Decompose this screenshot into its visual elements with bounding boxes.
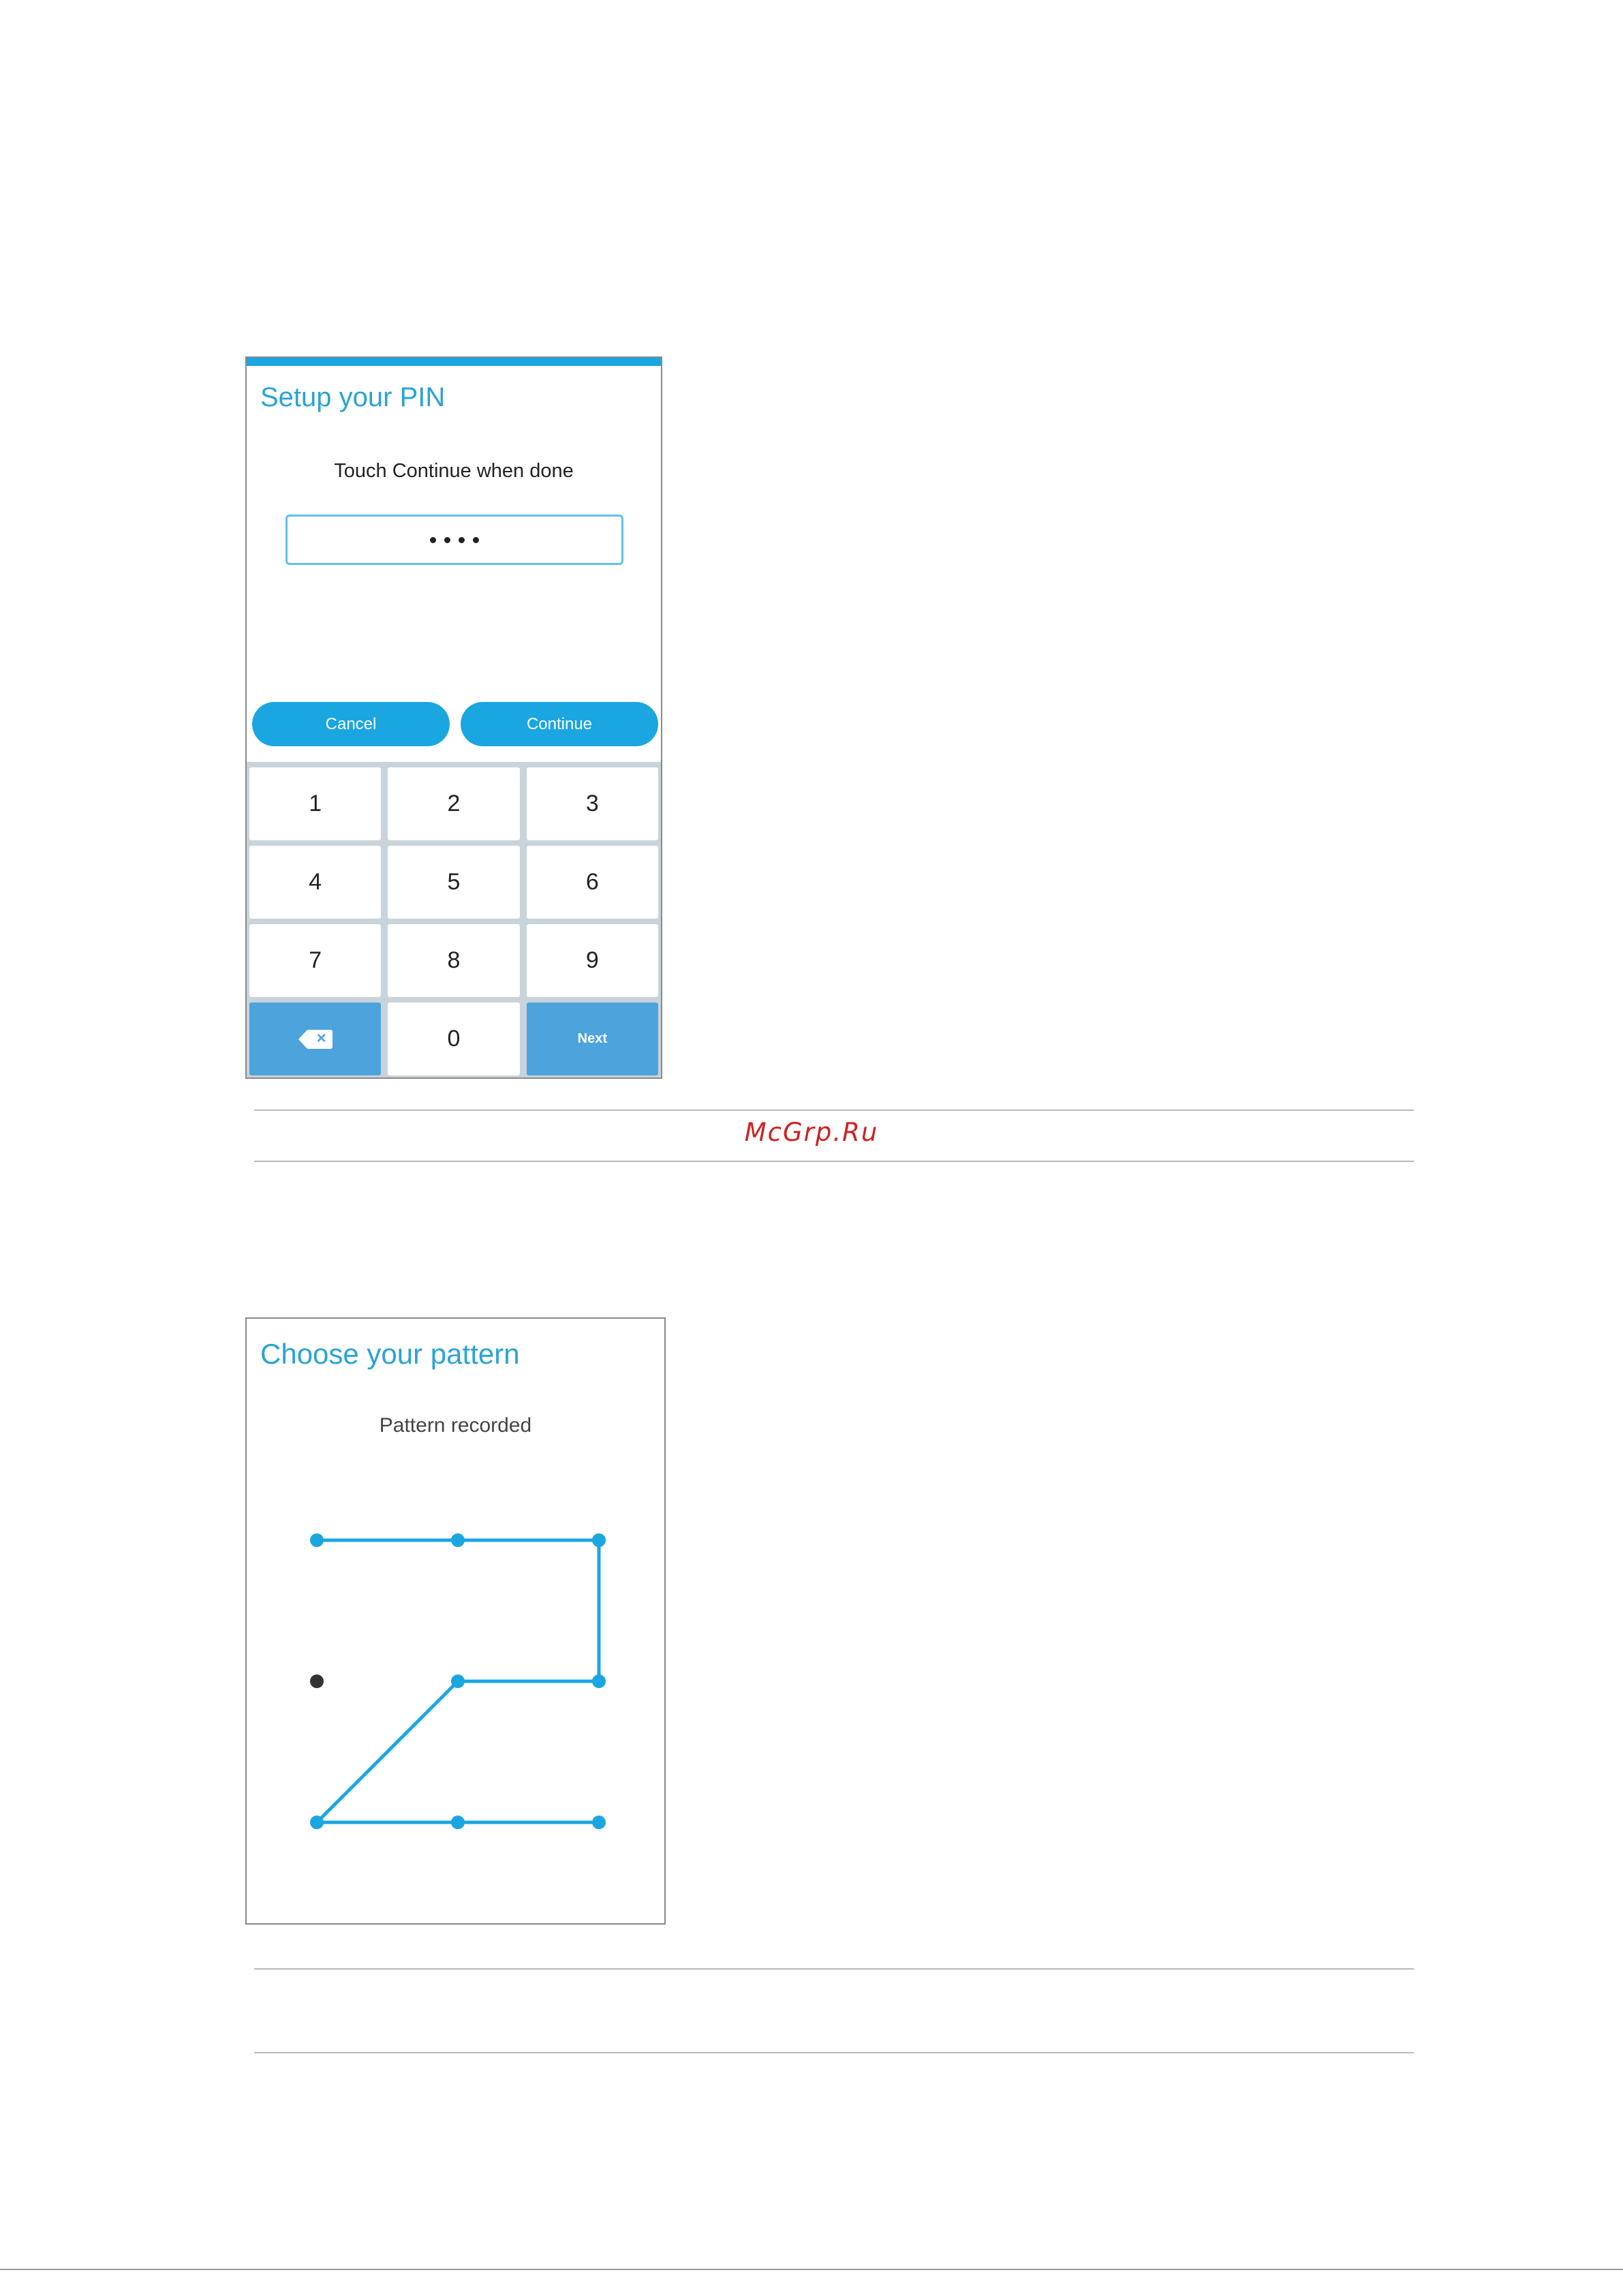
key-1[interactable]: 1	[249, 767, 381, 840]
pattern-dot-active[interactable]	[451, 1533, 465, 1547]
pattern-status-text: Pattern recorded	[379, 1414, 532, 1437]
key-5[interactable]: 5	[388, 846, 519, 919]
pin-dot	[444, 537, 450, 543]
instruction-text: Touch Continue when done	[334, 460, 574, 482]
pattern-setup-screen	[245, 1317, 666, 1925]
divider-line	[254, 1161, 1414, 1162]
page-bottom-edge	[0, 2269, 1623, 2270]
pattern-dot-active[interactable]	[451, 1816, 465, 1829]
pattern-dot-active[interactable]	[592, 1674, 606, 1688]
key-4[interactable]: 4	[249, 846, 381, 919]
backspace-icon: ×	[298, 1030, 333, 1049]
pattern-dot-active[interactable]	[592, 1533, 606, 1547]
watermark-text: McGrp.Ru	[744, 1118, 879, 1147]
pattern-dot-active[interactable]	[592, 1816, 606, 1829]
pin-dot	[430, 537, 436, 543]
pattern-grid[interactable]	[247, 1319, 664, 1923]
pin-dot	[473, 537, 479, 543]
key-2[interactable]: 2	[388, 767, 519, 840]
backspace-key[interactable]	[249, 1002, 381, 1075]
status-bar	[247, 358, 661, 366]
key-3[interactable]: 3	[527, 767, 658, 840]
numeric-keypad	[247, 762, 661, 1079]
page-title: Choose your pattern	[260, 1338, 520, 1370]
pin-input[interactable]	[285, 515, 623, 565]
pattern-dot-active[interactable]	[310, 1533, 324, 1547]
next-key[interactable]: Next	[527, 1002, 658, 1075]
key-9[interactable]: 9	[527, 924, 658, 997]
key-6[interactable]: 6	[527, 846, 658, 919]
page-title: Setup your PIN	[260, 382, 446, 412]
key-7[interactable]: 7	[249, 924, 381, 997]
cancel-button[interactable]: Cancel	[252, 702, 450, 746]
key-8[interactable]: 8	[388, 924, 519, 997]
divider-line	[254, 2052, 1414, 2053]
pattern-dot-inactive[interactable]	[310, 1674, 324, 1688]
divider-line	[254, 1109, 1414, 1111]
key-0[interactable]: 0	[388, 1002, 519, 1075]
pattern-dot-active[interactable]	[451, 1674, 465, 1688]
pattern-dot-active[interactable]	[310, 1816, 324, 1829]
pin-dot	[459, 537, 465, 543]
continue-button[interactable]: Continue	[461, 702, 658, 746]
divider-line	[254, 1968, 1414, 1970]
pin-setup-screen	[245, 356, 662, 1079]
